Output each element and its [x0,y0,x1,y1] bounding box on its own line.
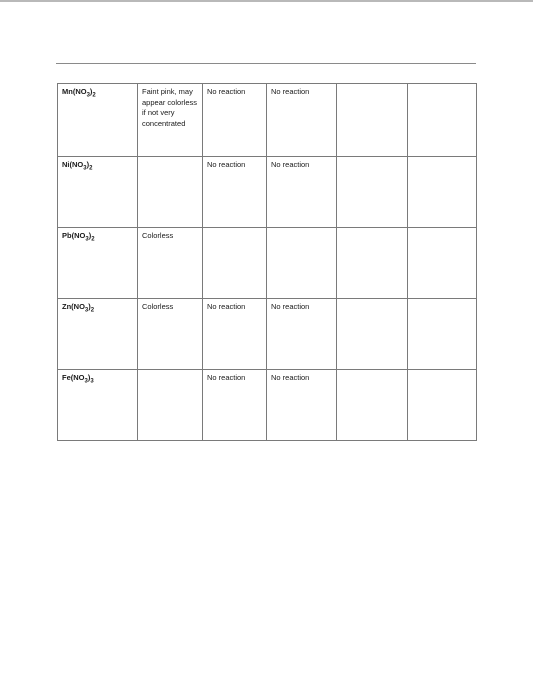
table-row [58,84,477,157]
table-row [58,370,477,441]
compound-cell: $Mn(NO_3)_2$ [58,84,138,157]
observation-cell [337,228,408,299]
observation-cell [337,157,408,228]
observation-cell [138,370,203,441]
observation-cell: No reaction [267,157,337,228]
observation-table [57,83,477,441]
observation-cell: No reaction [203,299,267,370]
observation-cell: No reaction [203,84,267,157]
observation-cell [337,299,408,370]
observation-cell: No reaction [267,299,337,370]
table-row [58,157,477,228]
compound-cell: $Pb(NO_3)_2$ [58,228,138,299]
header-rule [56,63,476,64]
observation-cell: No reaction [267,370,337,441]
observation-cell: No reaction [203,370,267,441]
observation-cell [408,299,477,370]
observation-cell [337,84,408,157]
page-top-edge [0,0,533,2]
observation-cell [138,157,203,228]
table-row [58,299,477,370]
compound-cell: $Ni(NO_3)_2$ [58,157,138,228]
compound-cell: $Zn(NO_3)_2$ [58,299,138,370]
observation-cell: Colorless [138,299,203,370]
observation-cell [408,228,477,299]
observation-cell [408,84,477,157]
observation-cell: Colorless [138,228,203,299]
observation-cell: No reaction [267,84,337,157]
table-row [58,228,477,299]
observation-cell [337,370,408,441]
observation-cell [267,228,337,299]
observation-cell: Faint pink, may appear colorless if not very concentrated [138,84,203,157]
observation-cell [408,370,477,441]
observation-cell [203,228,267,299]
observation-cell: No reaction [203,157,267,228]
compound-cell: $Fe(NO_3)_3$ [58,370,138,441]
observation-cell [408,157,477,228]
